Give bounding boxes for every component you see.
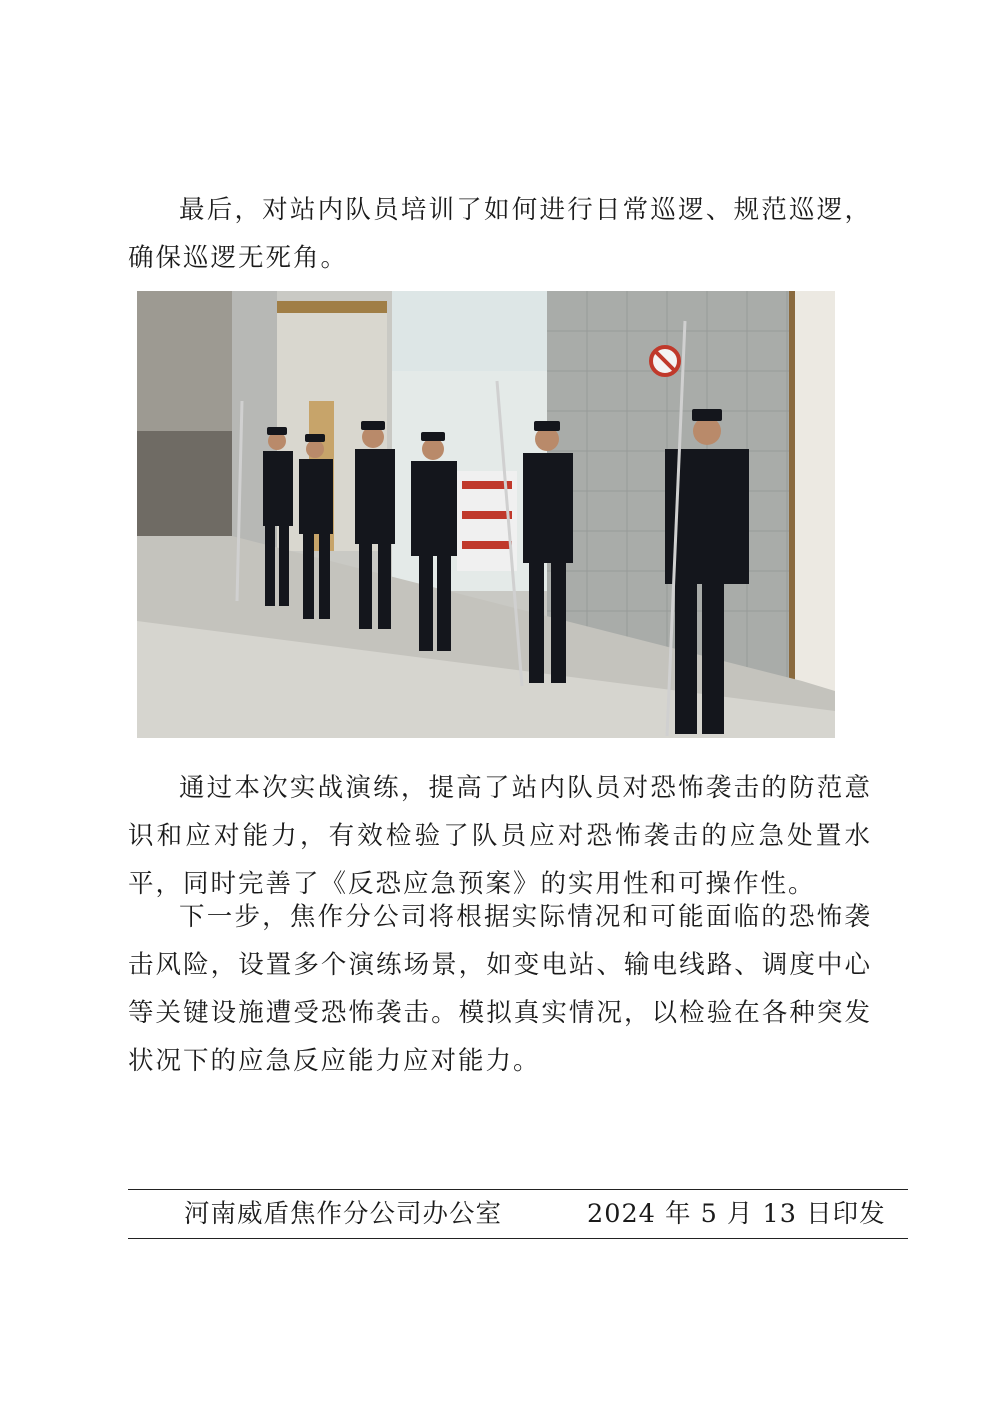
footer-rule-top [128, 1189, 908, 1190]
footer-date: 2024 年 5 月 13 日印发 [587, 1199, 886, 1229]
paragraph-next-steps: 下一步，焦作分公司将根据实际情况和可能面临的恐怖袭击风险，设置多个演练场景，如变电站、输电线路、调度中心等关键设施遭受恐怖袭击。模拟真实情况，以检验在各种突发状况下的应急反应能力应对能力。 [128, 902, 872, 1076]
footer-org: 河南威盾焦作分公司办公室 [184, 1199, 503, 1229]
patrol-photo [137, 291, 835, 738]
paragraph-results: 通过本次实战演练，提高了站内队员对恐怖袭击的防范意识和应对能力，有效检验了队员应对恐怖袭击的应急处置水平，同时完善了《反恐应急预案》的实用性和可操作性。 [128, 773, 872, 899]
paragraph-training: 最后，对站内队员培训了如何进行日常巡逻、规范巡逻，确保巡逻无死角。 [128, 195, 872, 273]
footer-rule-bottom [128, 1238, 908, 1239]
